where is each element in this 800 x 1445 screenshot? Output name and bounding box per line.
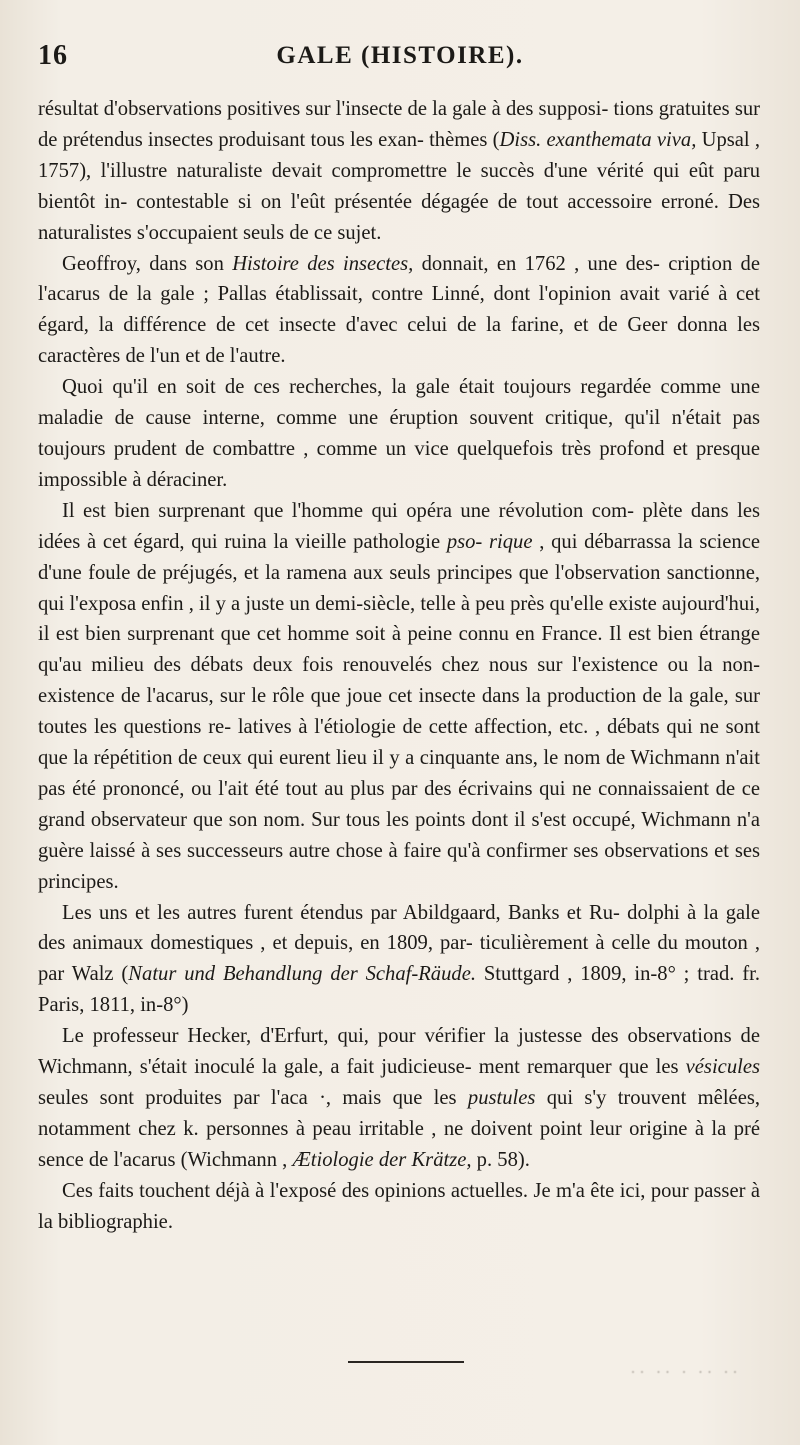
italic-text-run: Diss. exanthemata viva, <box>499 128 697 151</box>
page-header <box>38 40 762 80</box>
text-run: Quoi qu'il en soit de ces recherches, la gale était toujours regardée comme une maladie de cause interne, comme une éruption souvent critique, qu'il n'était pas toujours prudent de combattre , comme un vice quelquefois très profond et presque impossible à déraciner. <box>38 376 760 491</box>
text-run: Upsal , 1757), l'illustre naturaliste devait compromettre le succès d'une vérité qui eût paru bientôt in- contestable si on l'eût présentée dégagée de tout accessoire erroné. Des naturalistes s'occupaient seuls de ce sujet. <box>38 128 760 244</box>
italic-text-run: pustules <box>467 1087 536 1109</box>
paragraph <box>38 249 760 373</box>
text-run: , qui débarrassa la science d'une foule de préjugés, et la ramena aux seuls principes que l'observation sanctionne, qui l'exposa enfin , il y a juste un demi-siècle, telle à peu près qu'elle existe aujourd'hui, il est bien surprenant que cet homme soit à peine connu en France. Il est bien étrange qu'au milieu des débats deux fois renouvelés chez nous sur l'existence ou la non-existence de l'acarus, sur le rôle que joue cet insecte dans la production de la gale, sur toutes les questions re- latives à l'étiologie de cette affection, etc. , débats qui ne sont que la répétition de ceux qui eurent lieu il y a cinquante ans, le nom de Wichmann n'ait pas été prononcé, ou l'ait été tout au plus par des écrivains qui ne connaissaient de ce grand observateur que son nom. Sur tous les points dont il s'est occupé, Wichmann n'a guère laissé à ses successeurs autre chose à faire qu'à confirmer ses observations et ses principes. <box>38 530 760 893</box>
paragraph <box>38 1021 760 1176</box>
paragraph <box>38 372 760 496</box>
text-run: Il est bien surprenant que l'homme qui opéra une révolution com- plète dans les idées à cet égard, qui ruina la vieille pathologie <box>38 499 760 553</box>
text-run: seules sont produites par l'aca ·, mais que les <box>38 1087 468 1109</box>
italic-text-run: pso- rique <box>446 530 533 553</box>
paragraph <box>38 94 760 249</box>
footer-rule <box>348 1361 464 1363</box>
text-run: donnait, en 1762 , une des- cription de l'acarus de la gale ; Pallas établissait, contre Linné, dont l'opinion avait varié à cet égard, la différence de cet insecte d'avec celui de la farine, et de Geer donna les caractères de l'un et de l'autre. <box>38 252 760 368</box>
running-head: GALE (HISTOIRE). <box>276 42 524 69</box>
page-number: 16 <box>38 40 68 71</box>
text-run: qui s'y trouvent mêlées, notamment chez k. personnes à peau irritable , ne doivent point leur origine à la pré sence de l'acarus (Wichmann , <box>38 1087 760 1171</box>
text-run: Le professeur Hecker, d'Erfurt, qui, pour vérifier la justesse des observations de Wichmann, s'était inoculé la gale, a fait judicieuse- ment remarquer que les <box>38 1025 760 1079</box>
body-text <box>38 94 760 1238</box>
italic-text-run: Ætiologie der Krätze, <box>292 1148 472 1171</box>
text-run: Geoffroy, dans son <box>62 252 233 275</box>
italic-text-run: Histoire des insectes, <box>232 252 414 275</box>
paragraph <box>38 496 760 898</box>
paragraph <box>38 898 760 1022</box>
text-run: Stuttgard , 1809, in-8° ; trad. fr. Paris, 1811, in-8°) <box>38 963 760 1017</box>
text-run: résultat d'observations positives sur l'insecte de la gale à des supposi- tions gratuites sur de prétendus insectes produisant tous les exan- thèmes ( <box>38 98 760 151</box>
text-run: p. 58). <box>471 1148 530 1171</box>
bleed-through-smudge: ·· ·· · ·· ·· <box>630 1362 741 1382</box>
italic-text-run: Natur und Behandlung der Schaf-Räude. <box>128 963 476 986</box>
text-run: Ces faits touchent déjà à l'exposé des opinions actuelles. Je m'a ête ici, pour passer à la bibliographie. <box>38 1179 760 1233</box>
italic-text-run: vésicules <box>685 1056 760 1079</box>
paragraph <box>38 1176 760 1238</box>
text-run: Les uns et les autres furent étendus par Abildgaard, Banks et Ru- dolphi à la gale des animaux domestiques , et depuis, en 1809, par- ticulièrement à celle du mouton , par Walz ( <box>38 901 760 986</box>
